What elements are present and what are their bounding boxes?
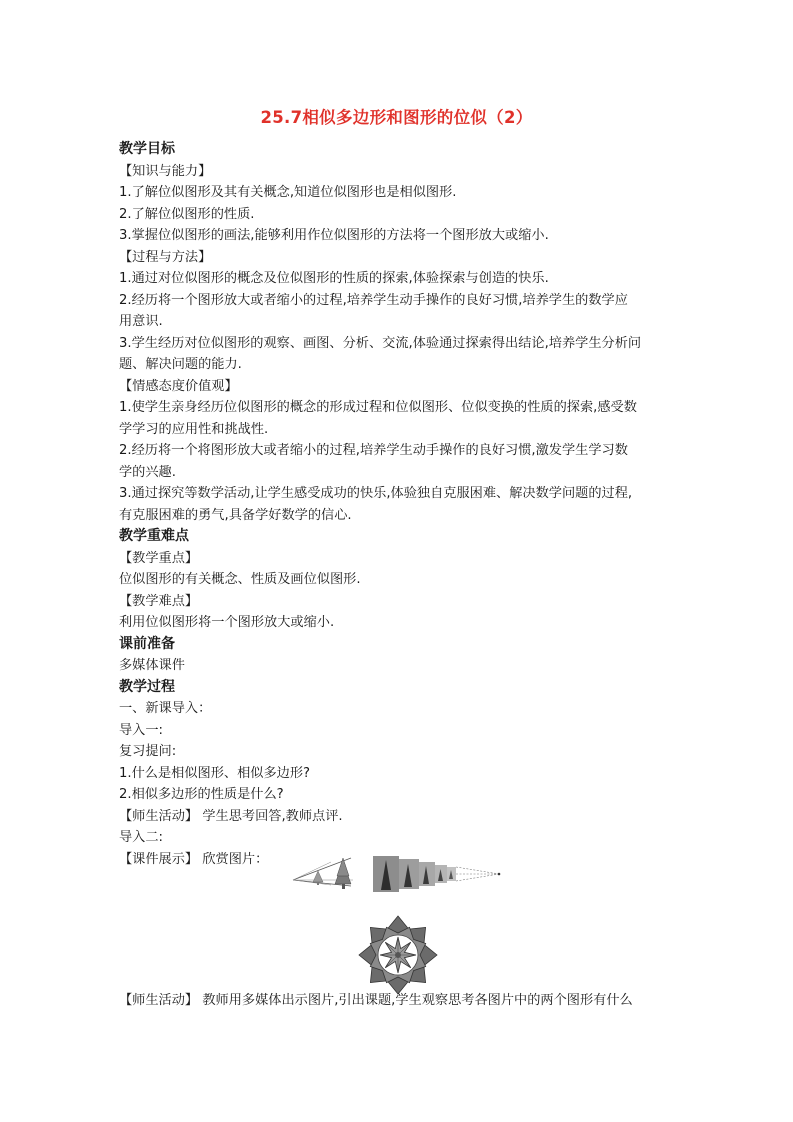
text-line: 1.什么是相似图形、相似多边形? (119, 765, 311, 781)
text-line: 1.使学生亲身经历位似图形的概念的形成过程和位似图形、位似变换的性质的探索,感受数 (119, 400, 637, 415)
text-line: 2.了解位似图形的性质. (119, 206, 255, 222)
text-line: 题、解决问题的能力. (119, 357, 242, 372)
text-line: 2.相似多边形的性质是什么? (119, 787, 284, 802)
text-line: 3.学生经历对位似图形的观察、画图、分析、交流,体验通过探索得出结论,培养学生分析问 (119, 335, 642, 351)
text-line: 利用位似图形将一个图形放大或缩小. (119, 615, 335, 630)
text-line: 2.经历将一个图形放大或者缩小的过程,培养学生动手操作的良好习惯,培养学生的数学应 (119, 292, 628, 308)
text-line: 【知识与能力】 (119, 163, 212, 179)
tree-perspective-icon (293, 858, 353, 889)
text-line: 多媒体课件 (119, 658, 185, 673)
text-line: 【师生活动】 学生思考回答,教师点评. (119, 808, 343, 824)
text-line: 有克服困难的勇气,具备学好数学的信心. (119, 507, 352, 523)
text-line: 1.通过对位似图形的概念及位似图形的性质的探索,体验探索与创造的快乐. (119, 271, 549, 286)
section-heading: 教学重难点 (119, 528, 189, 544)
text-line: 【情感态度价值观】 (119, 378, 238, 394)
text-line: 学的兴趣. (119, 464, 176, 480)
final-line: 【师生活动】 教师用多媒体出示图片,引出课题,学生观察思考各图片中的两个图形有什么 (119, 993, 633, 1008)
star-flower-icon (358, 915, 438, 995)
section-heading: 课前准备 (119, 635, 175, 652)
text-line: 一、新课导入： (119, 701, 212, 716)
homothety-figures (291, 852, 503, 896)
text-line: 学学习的应用性和挑战性. (119, 421, 269, 437)
text-line: 2.经历将一个将图形放大或者缩小的过程,培养学生动手操作的良好习惯,激发学生学习数 (119, 443, 628, 458)
text-line: 用意识. (119, 314, 163, 329)
text-line: 【教学重点】 (119, 550, 199, 566)
text-line: 1.了解位似图形及其有关概念,知道位似图形也是相似图形. (119, 185, 457, 200)
text-line: 导入二: (119, 830, 164, 845)
text-line: 导入一: (119, 722, 164, 738)
text-line: 位似图形的有关概念、性质及画位似图形. (119, 572, 361, 587)
text-line: 【过程与方法】 (119, 249, 212, 265)
text-line: 3.通过探究等数学活动,让学生感受成功的快乐,体验独自克服困难、解决数学问题的过程, (119, 486, 633, 501)
text-line: 【课件展示】 欣赏图片： (119, 851, 269, 867)
section-heading: 教学目标 (119, 141, 175, 157)
text-line: 【教学难点】 (119, 593, 199, 609)
text-line: 3.掌握位似图形的画法,能够利用作位似图形的方法将一个图形放大或缩小. (119, 228, 549, 243)
page-title: 25.7相似多边形和图形的位似（2） (260, 108, 533, 127)
text-line: 复习提问: (119, 744, 177, 759)
section-heading: 教学过程 (119, 678, 175, 695)
document-body (119, 139, 679, 870)
eiffel-tower-sequence-icon (373, 856, 500, 892)
